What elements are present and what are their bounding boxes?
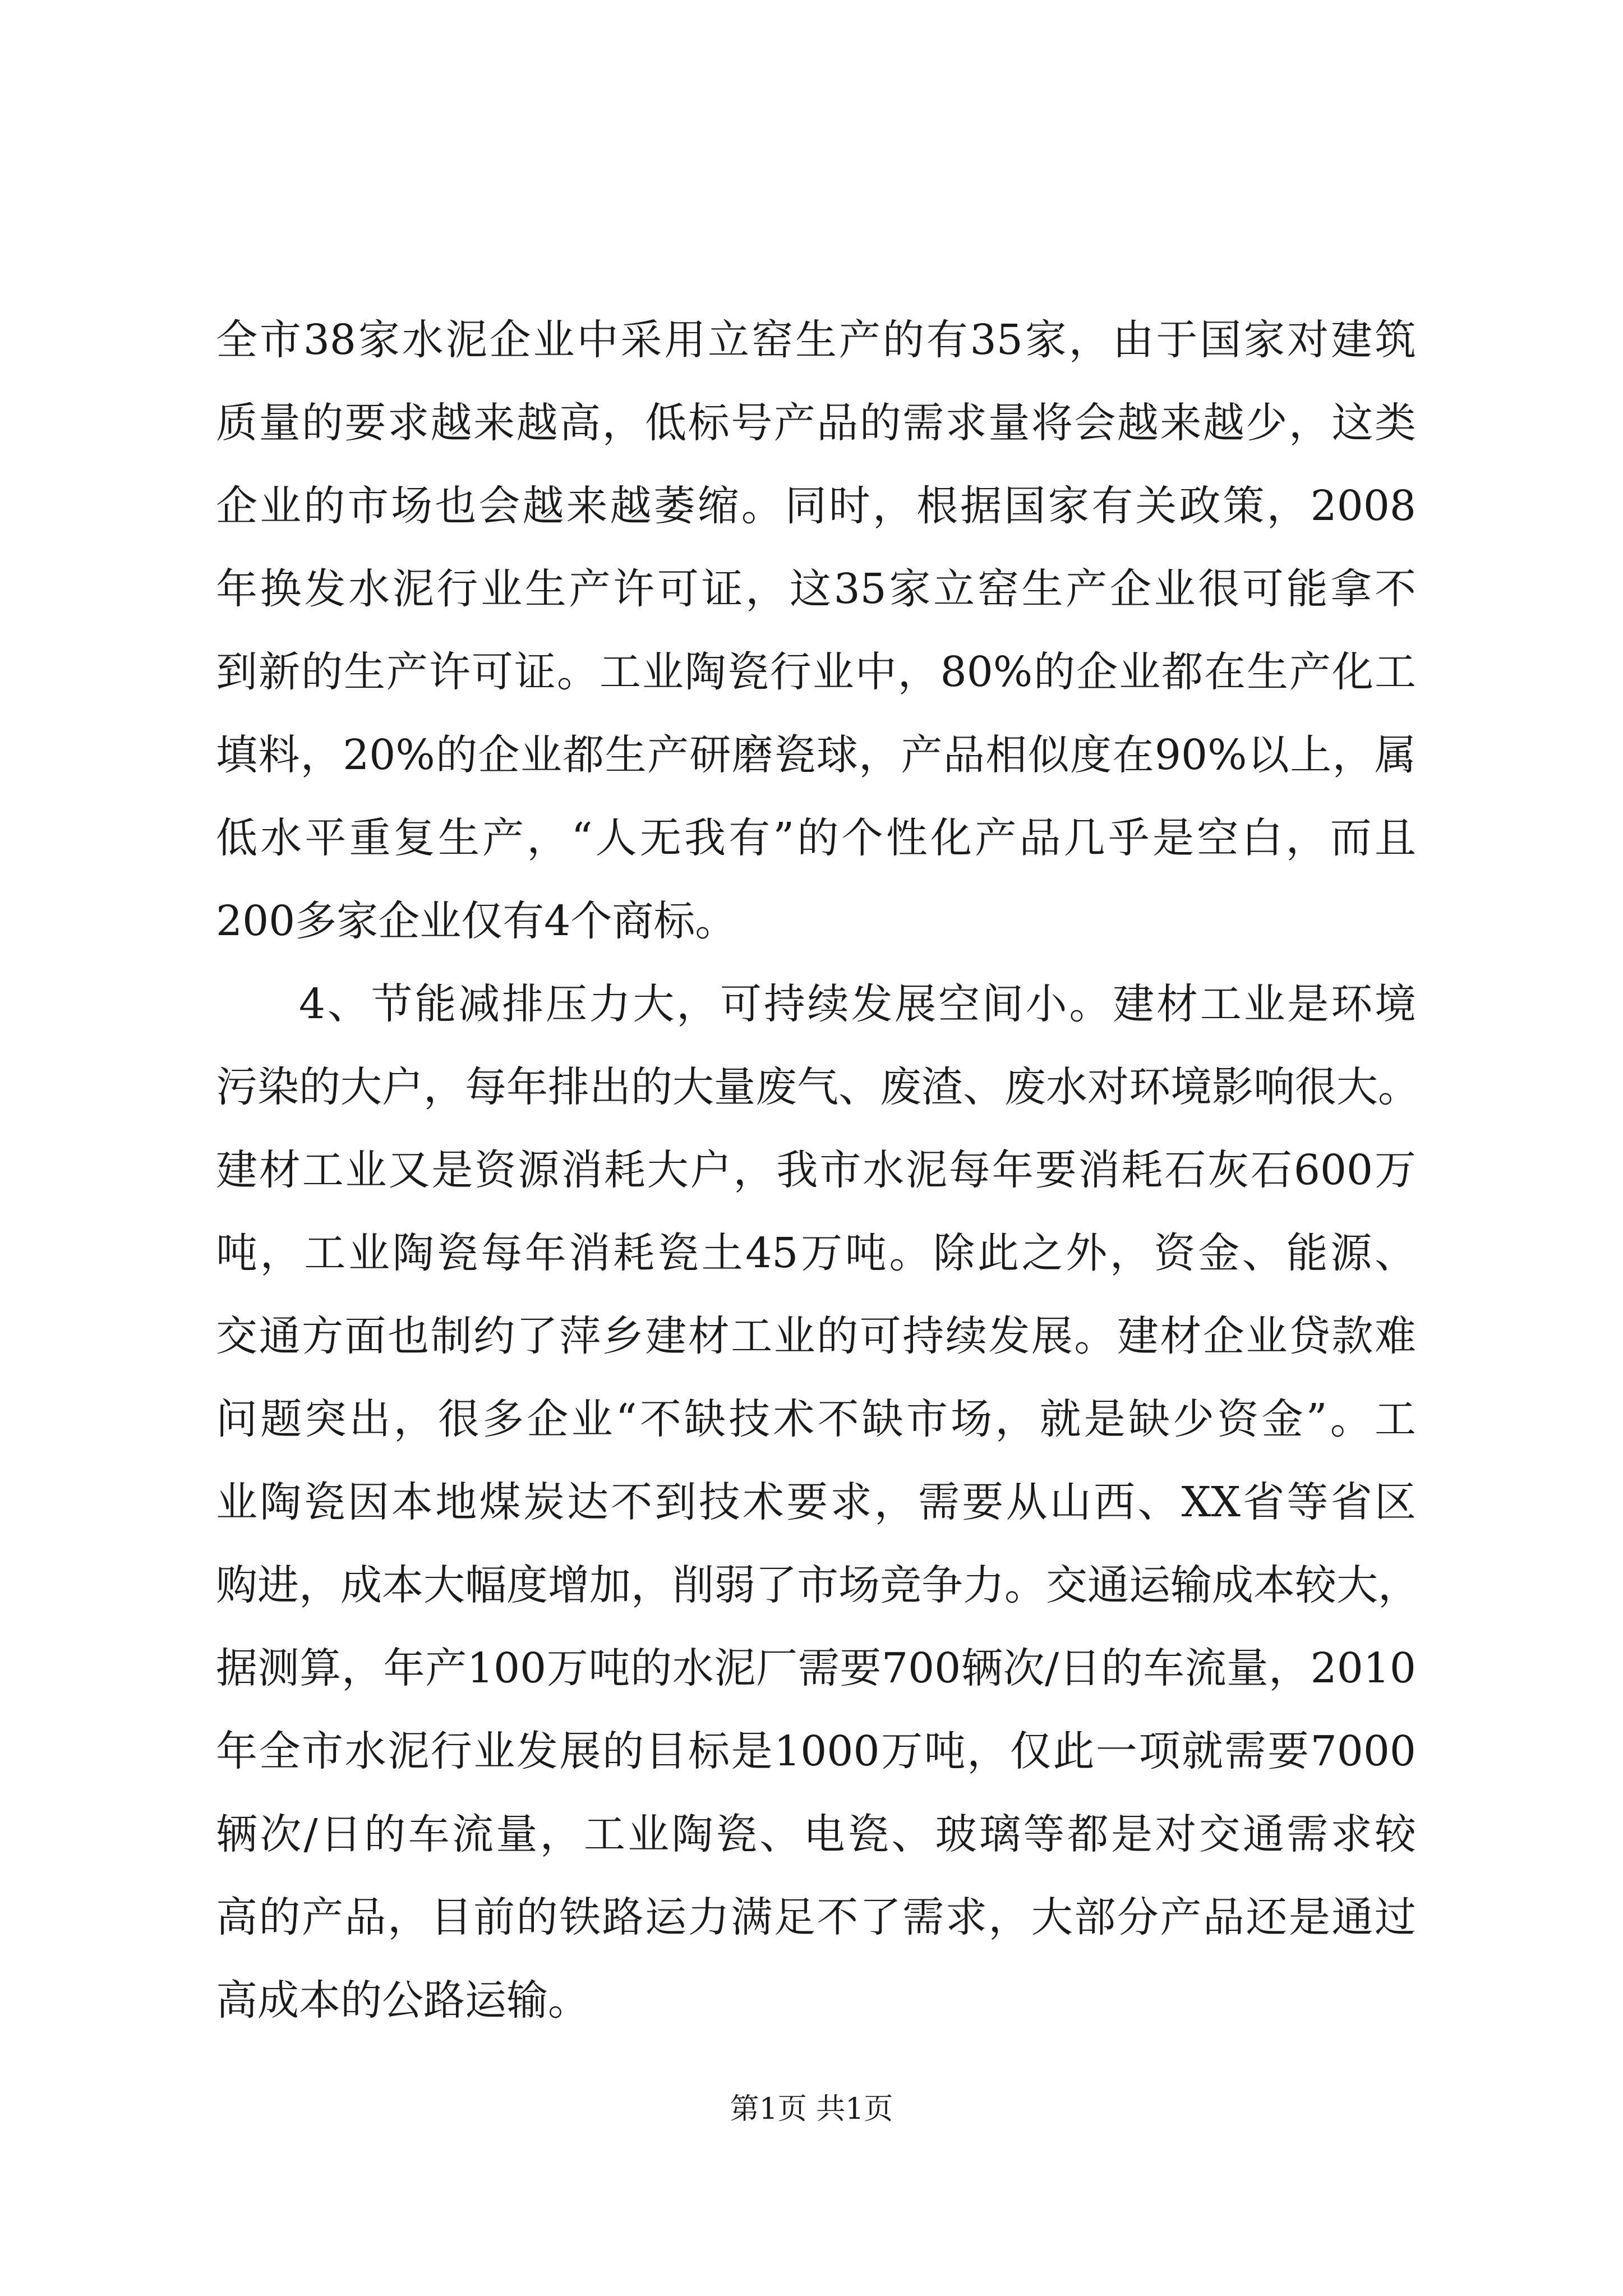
text-line: 业陶瓷因本地煤炭达不到技术要求，需要从山西、XX省等省区 (216, 1478, 1416, 1526)
text-line: 交通方面也制约了萍乡建材工业的可持续发展。建材企业贷款难 (216, 1312, 1416, 1360)
text-line: 据测算，年产100万吨的水泥厂需要700辆次/日的车流量，2010 (216, 1644, 1416, 1692)
text-line: 填料，20%的企业都生产研磨瓷球，产品相似度在90%以上，属 (216, 731, 1416, 779)
text-line: 企业的市场也会越来越萎缩。同时，根据国家有关政策，2008 (216, 482, 1416, 530)
text-line: 高成本的公路运输。 (216, 1976, 589, 2024)
text-line: 200多家企业仅有4个商标。 (216, 897, 737, 945)
text-line: 问题突出，很多企业“不缺技术不缺市场，就是缺少资金”。工 (216, 1395, 1416, 1443)
text-line: 高的产品，目前的铁路运力满足不了需求，大部分产品还是通过 (216, 1893, 1416, 1941)
body-text (216, 298, 1419, 2042)
text-line: 年全市水泥行业发展的目标是1000万吨，仅此一项就需要7000 (216, 1727, 1416, 1775)
text-line: 质量的要求越来越高，低标号产品的需求量将会越来越少，这类 (216, 399, 1416, 447)
text-line: 到新的生产许可证。工业陶瓷行业中，80%的企业都在生产化工 (216, 648, 1416, 696)
text-line: 吨，工业陶瓷每年消耗瓷土45万吨。除此之外，资金、能源、 (216, 1229, 1416, 1277)
text-line: 低水平重复生产，“人无我有”的个性化产品几乎是空白，而且 (216, 814, 1416, 862)
text-line: 购进，成本大幅度增加，削弱了市场竞争力。交通运输成本较大， (216, 1561, 1419, 1609)
text-line: 辆次/日的车流量，工业陶瓷、电瓷、玻璃等都是对交通需求较 (216, 1810, 1416, 1858)
page-footer: 第1页 共1页 (730, 2092, 893, 2126)
text-line: 建材工业又是资源消耗大户，我市水泥每年要消耗石灰石600万 (216, 1146, 1416, 1194)
text-line: 全市38家水泥企业中采用立窑生产的有35家，由于国家对建筑 (216, 316, 1416, 364)
text-line: 4、节能减排压力大，可持续发展空间小。建材工业是环境 (299, 980, 1416, 1028)
text-line: 年换发水泥行业生产许可证，这35家立窑生产企业很可能拿不 (216, 565, 1416, 613)
text-line: 污染的大户，每年排出的大量废气、废渣、废水对环境影响很大。 (216, 1063, 1419, 1111)
